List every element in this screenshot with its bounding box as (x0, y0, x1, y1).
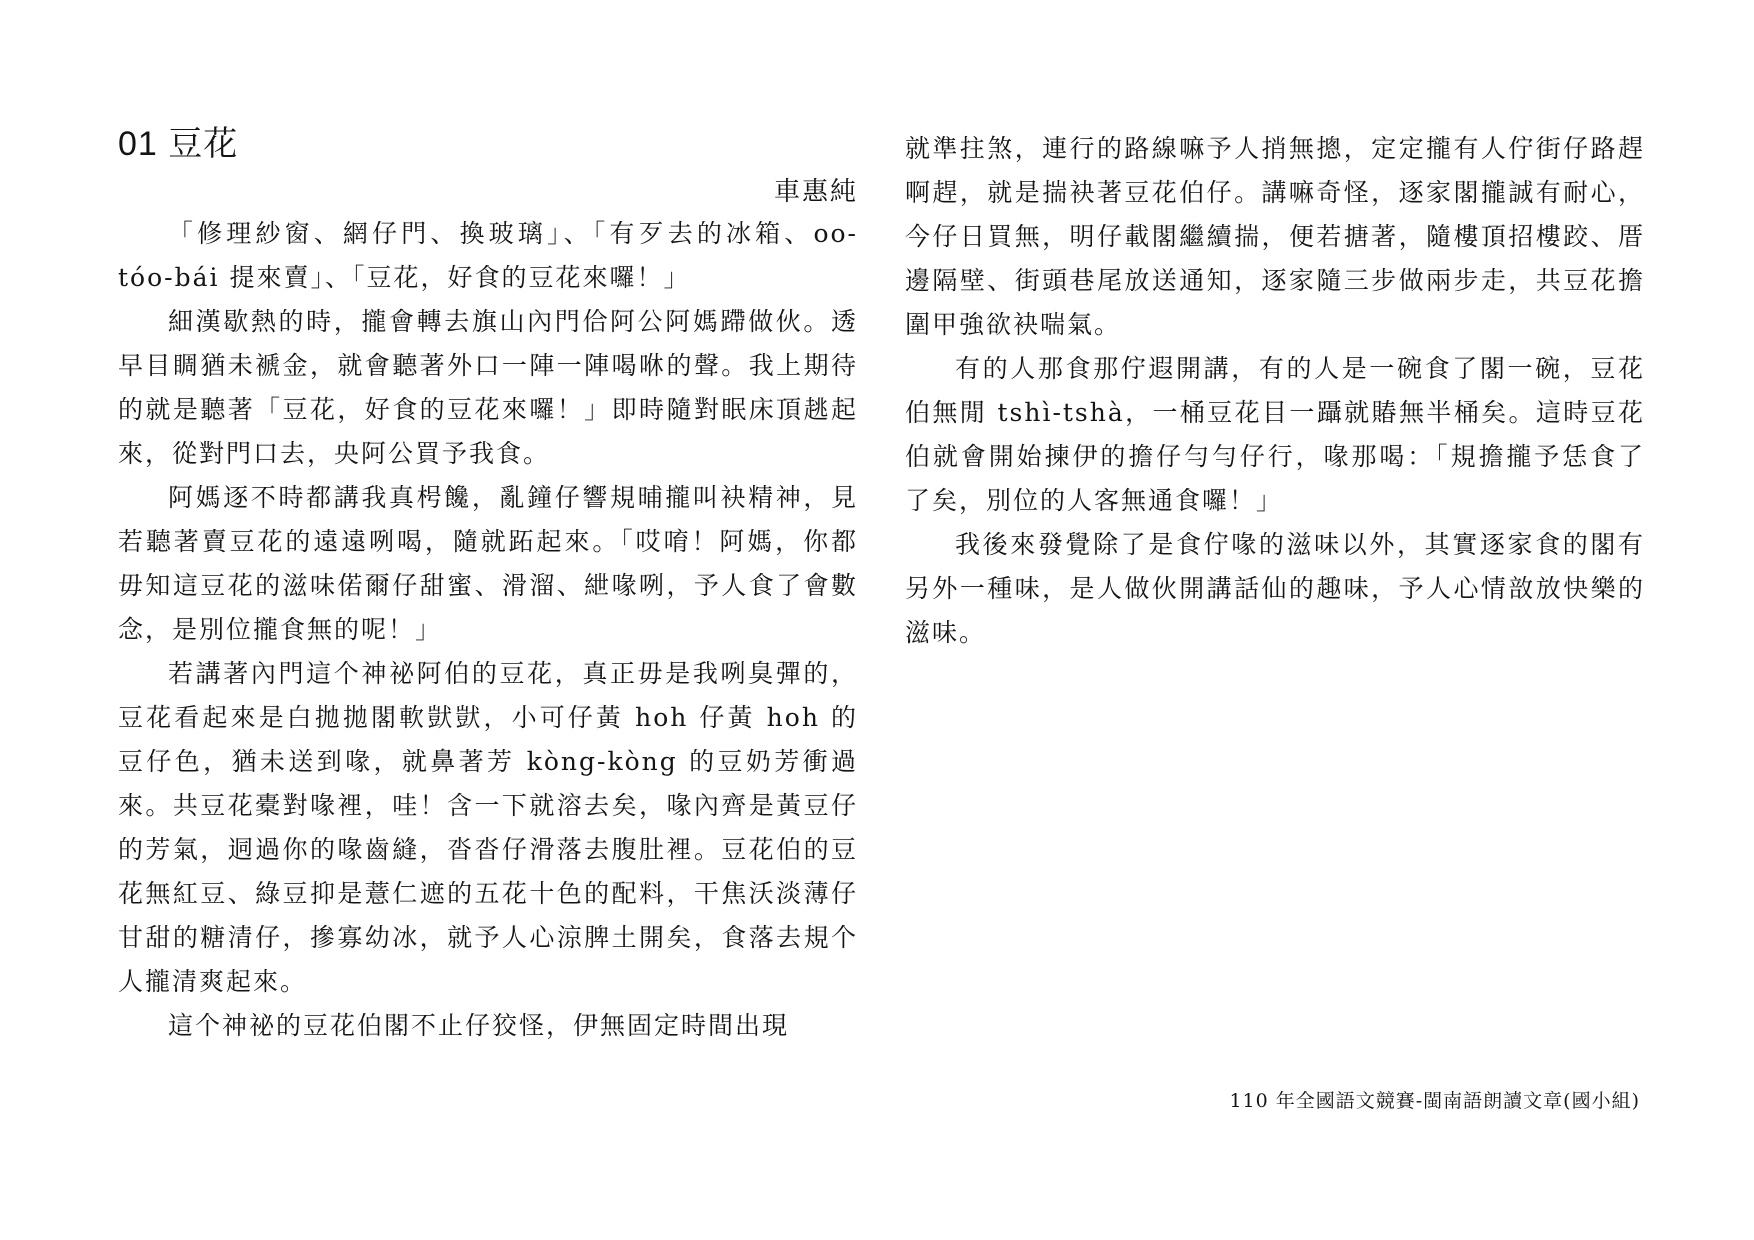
paragraph: 阿媽逐不時都講我真枵饞，亂鐘仔響規晡攏叫袂精神，見若聽著賣豆花的遠遠咧喝，隨就跖起來。「哎唷！阿媽，你都毋知這豆花的滋味偌爾仔甜蜜、滑溜、紲喙咧，予人食了會數念，是別位攏食無的呢！」 (118, 483, 858, 644)
right-column (905, 127, 1645, 655)
left-column (118, 122, 858, 1048)
page-footer: 110 年全國語文競賽-閩南語朗讀文章(國小組) (1229, 1090, 1640, 1112)
author-name: 車惠純 (773, 177, 858, 207)
paragraph: 「修理紗窗、網仔門、換玻璃」、「有歹去的冰箱、oo-tóo-bái 提來賣」、「豆花，好食的豆花來囉！」 (118, 219, 858, 292)
paragraph: 我後來發覺除了是食佇喙的滋味以外，其實逐家食的閣有另外一種味，是人做伙開講話仙的趣味，予人心情敨放快樂的滋味。 (905, 530, 1645, 647)
paragraph-continued: 就準拄煞，連行的路線嘛予人捎無摠，定定攏有人佇街仔路趕啊趕，就是揣袂著豆花伯仔。講嘛奇怪，逐家閣攏誠有耐心，今仔日買無，明仔載閣繼續揣，便若搪著，隨樓頂招樓跤、厝邊隔壁、街頭巷尾放送通知，逐家隨三步做兩步走，共豆花擔圍甲強欲袂喘氣。 (905, 134, 1645, 339)
article-title: 01 豆花 (118, 125, 239, 163)
paragraph: 若講著內門這个神祕阿伯的豆花，真正毋是我咧臭彈的，豆花看起來是白拋拋閣軟獃獃，小可仔黃 hoh 仔黃 hoh 的豆仔色，猶未送到喙，就鼻著芳 kòng-kòng 的豆奶芳衝過來。共豆花橐對喙裡，哇！含一下就溶去矣，喙內齊是黃豆仔的芳氣，迵過你的喙齒縫，沓沓仔滑落去腹肚裡。豆花伯的豆花無紅豆、綠豆抑是薏仁遮的五花十色的配料，干焦沃淡薄仔甘甜的糖清仔，摻寡幼冰，就予人心涼脾土開矣，食落去規个人攏清爽起來。 (118, 659, 858, 996)
paragraph: 有的人那食那佇遐開講，有的人是一碗食了閣一碗，豆花伯無閒 tshì-tshà，一桶豆花目一躡就賰無半桶矣。這時豆花伯就會開始揀伊的擔仔勻勻仔行，喙那喝：「規擔攏予恁食了了矣，別位的人客無通食囉！」 (905, 354, 1645, 515)
paragraph: 這个神祕的豆花伯閣不止仔狡怪，伊無固定時間出現 (168, 1011, 790, 1040)
paragraph: 細漢歇熱的時，攏會轉去旗山內門佮阿公阿媽蹛做伙。透早目睭猶未褫金，就會聽著外口一陣一陣喝咻的聲。我上期待的就是聽著「豆花，好食的豆花來囉！」即時隨對眠床頂趒起來，從對門口去，央阿公買予我食。 (118, 307, 858, 468)
